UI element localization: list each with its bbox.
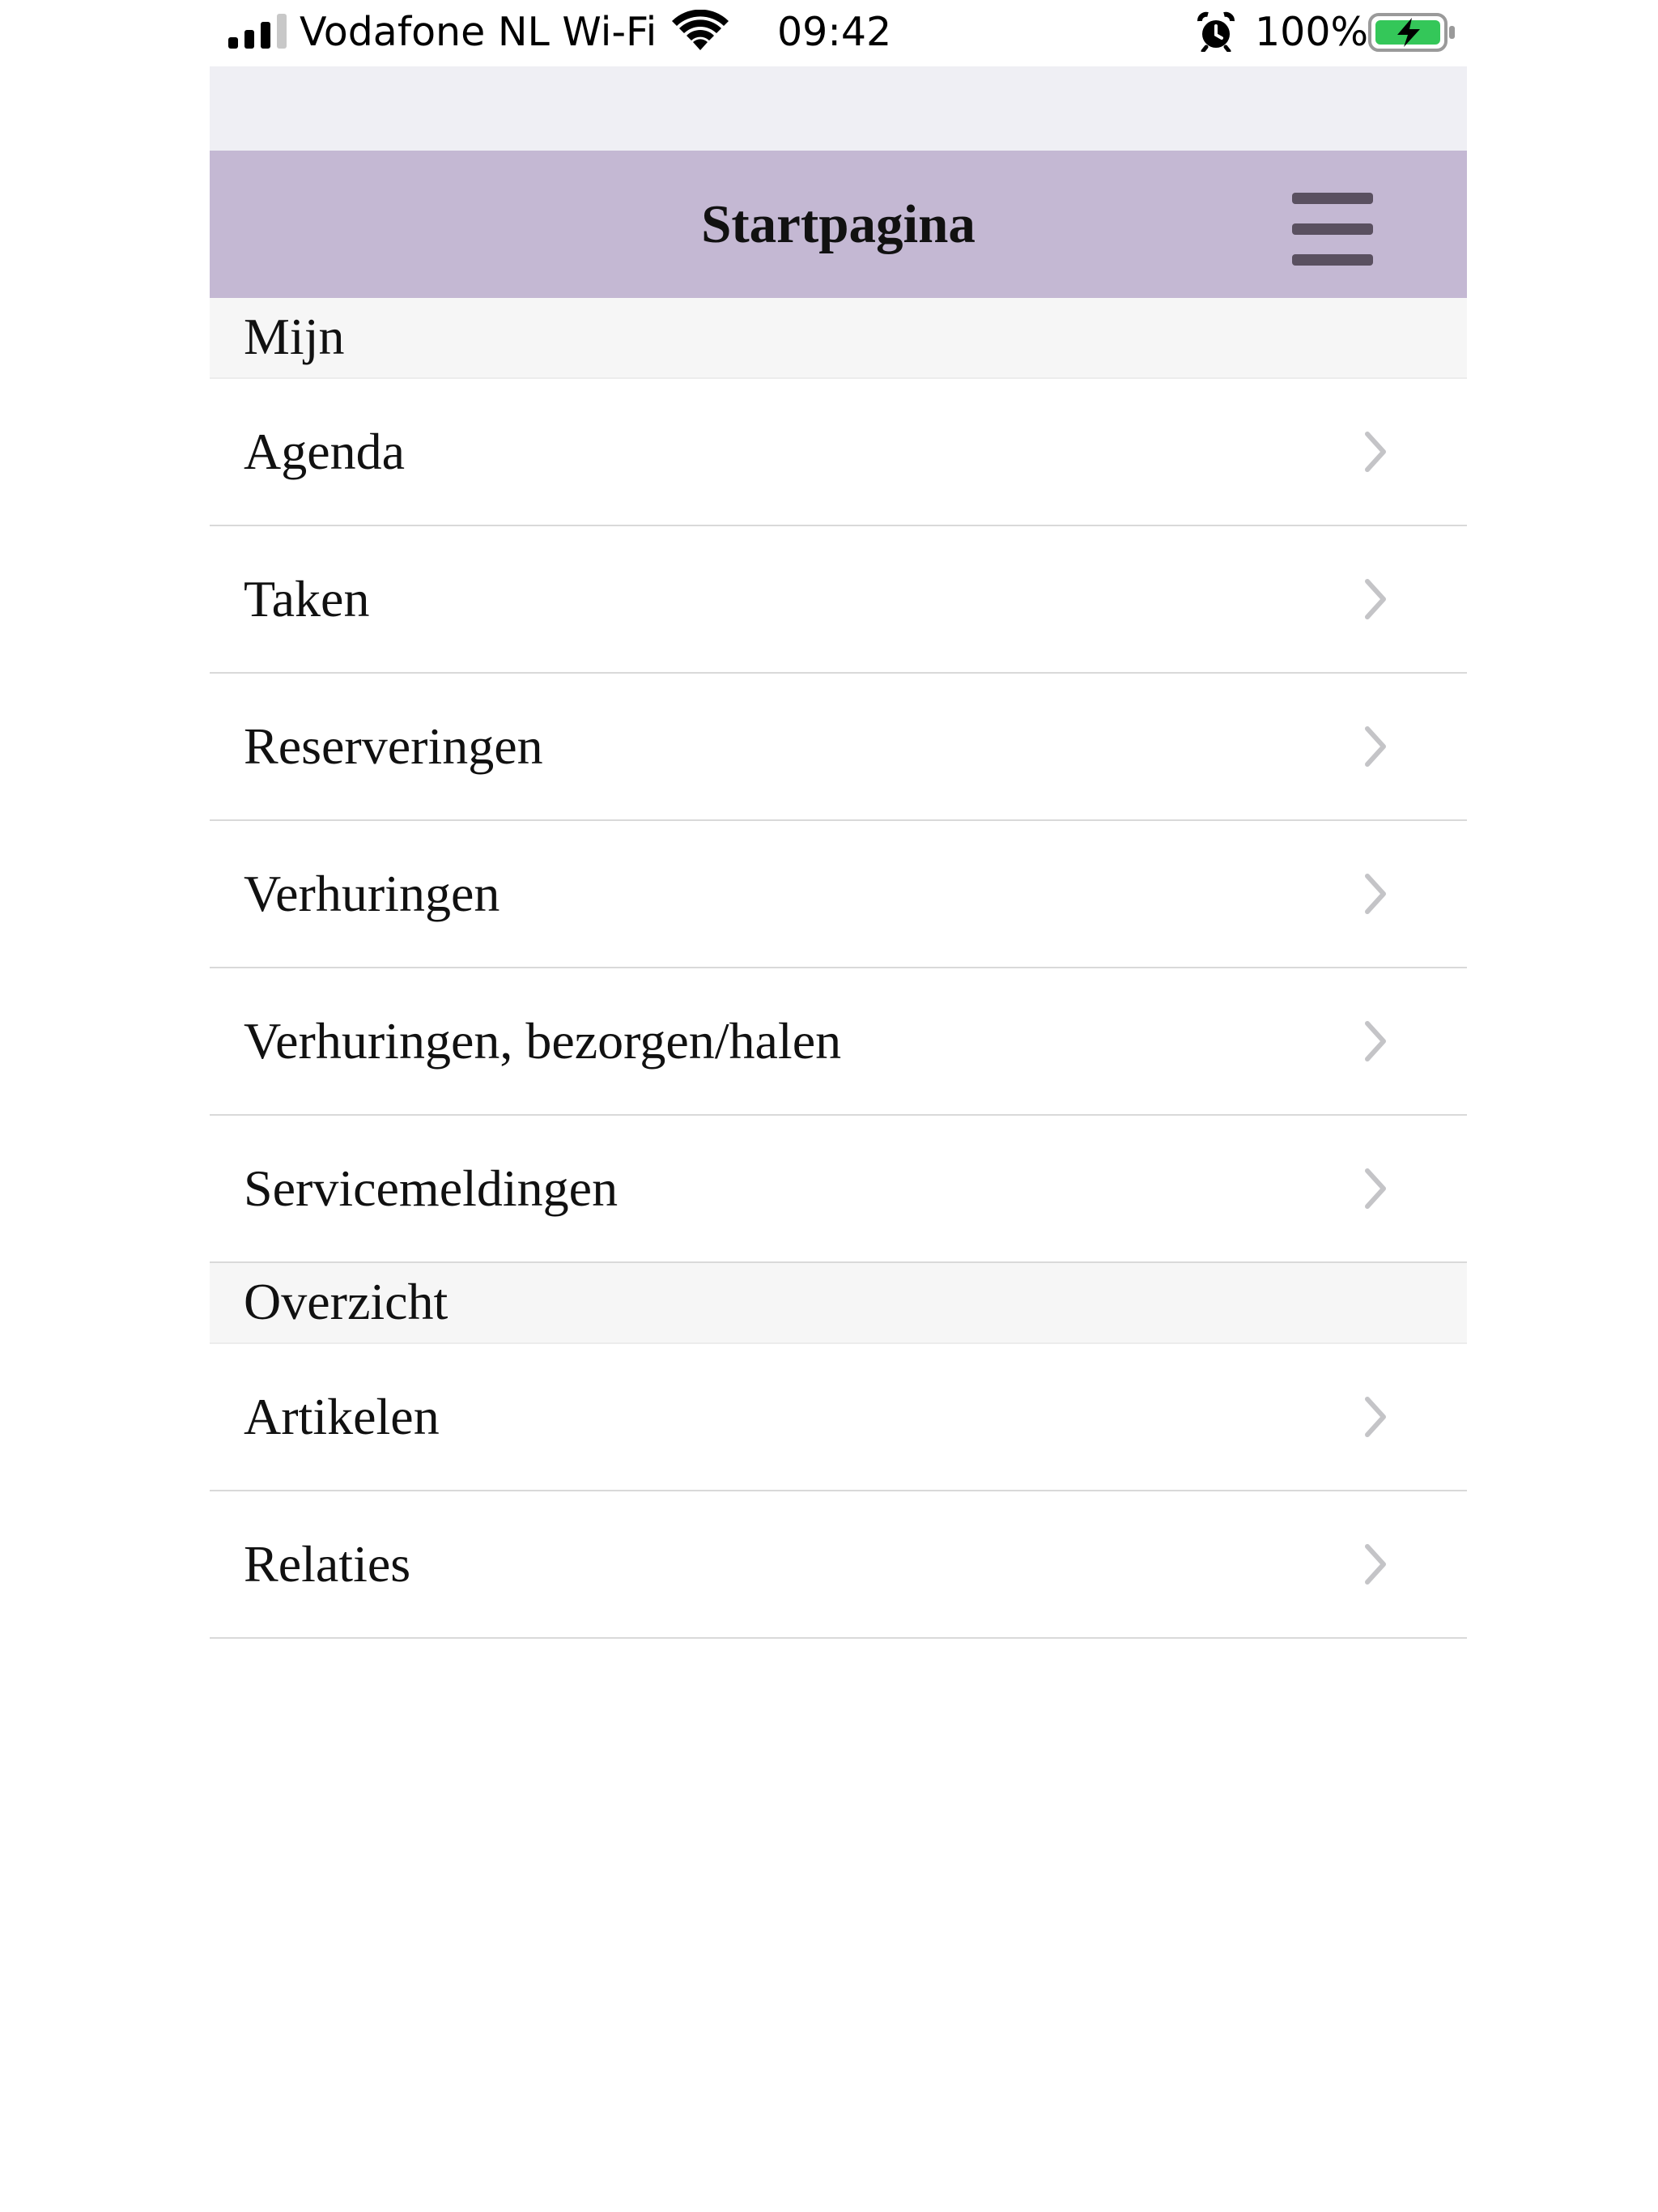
list-item-artikelen[interactable] xyxy=(210,1344,1467,1491)
chevron-right-icon xyxy=(1363,1167,1388,1210)
signal-icon xyxy=(228,13,290,50)
list-item-label: Relaties xyxy=(244,1535,411,1593)
chevron-right-icon xyxy=(1363,577,1388,621)
menu-bar-middle xyxy=(1292,223,1373,235)
chevron-right-icon xyxy=(1363,430,1388,474)
top-spacer xyxy=(210,66,1467,151)
chevron-right-icon xyxy=(1363,725,1388,768)
chevron-right-icon xyxy=(1363,1395,1388,1439)
navigation-bar xyxy=(210,151,1467,298)
list-item-label: Artikelen xyxy=(244,1388,440,1445)
hamburger-menu-icon[interactable] xyxy=(1292,183,1376,267)
section-header-mijn: Mijn xyxy=(210,298,1467,379)
section-header-overzicht: Overzicht xyxy=(210,1263,1467,1344)
list-item-label: Agenda xyxy=(244,423,406,480)
list-item-relaties[interactable] xyxy=(210,1491,1467,1639)
list-item-label: Reserveringen xyxy=(244,717,543,775)
list-item-label: Taken xyxy=(244,570,370,627)
battery-charging-icon xyxy=(1368,13,1457,52)
list-item-label: Verhuringen, bezorgen/halen xyxy=(244,1012,842,1070)
list-item-reserveringen[interactable] xyxy=(210,674,1467,821)
list-item-verhuringen-bezorgen-halen[interactable] xyxy=(210,968,1467,1116)
battery-percentage: 100% xyxy=(1255,9,1369,55)
list-item-label: Verhuringen xyxy=(244,865,500,922)
status-bar xyxy=(210,0,1457,65)
clock-time: 09:42 xyxy=(777,9,892,55)
chevron-right-icon xyxy=(1363,1019,1388,1063)
app-container xyxy=(210,66,1467,1637)
carrier-label: Vodafone NL Wi-Fi xyxy=(300,9,657,55)
list-item-label: Servicemeldingen xyxy=(244,1159,619,1217)
chevron-right-icon xyxy=(1363,1542,1388,1586)
list-item-agenda[interactable] xyxy=(210,379,1467,526)
alarm-icon xyxy=(1197,11,1235,52)
wifi-icon xyxy=(672,10,729,53)
list-item-taken[interactable] xyxy=(210,526,1467,674)
menu-bar-top xyxy=(1292,193,1373,204)
page-title: Startpagina xyxy=(701,194,976,254)
menu-bar-bottom xyxy=(1292,254,1373,266)
list-item-verhuringen[interactable] xyxy=(210,821,1467,968)
list-item-servicemeldingen[interactable] xyxy=(210,1116,1467,1263)
chevron-right-icon xyxy=(1363,872,1388,916)
